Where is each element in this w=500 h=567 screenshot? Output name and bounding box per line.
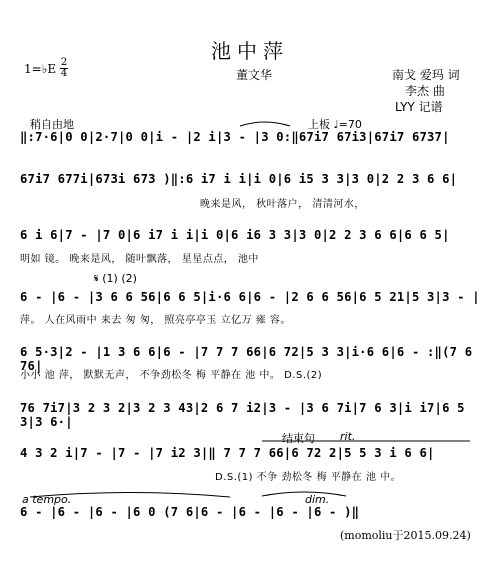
singer-name: 董文华: [236, 68, 273, 82]
lyric-row-5: 小小 池 萍， 默默无声， 不争劲松冬 梅 平静在 池 中。 D.S.(2): [20, 370, 323, 381]
rit-mark: rit.: [340, 430, 356, 443]
tempo-free-mark: 稍自由地: [30, 118, 74, 131]
score-row-2: 67i7 677i|673i 673 )‖:6 i7 i i|i 0|6 i5 3 3|3 0|2 2 3 6 6|: [20, 172, 458, 186]
time-signature: [60, 58, 68, 79]
score-row-5: 6 5·3|2 - |1 3 6 6|6 - |7 7 7 66|6 72|5 3 3|i·6 6|6 - :‖(7 6 76|: [20, 345, 473, 373]
lyric-row-3: 明如 镜。 晚来是风， 随叶飘落， 星星点点， 池中: [20, 254, 259, 265]
score-row-7: 4 3 2 i|7 - |7 - |7 i2 3|‖ 7 7 7 66|6 72 2|5 5 3 i 6 6|: [20, 446, 435, 460]
time-signature-top: 2: [60, 57, 68, 68]
fermata-tie: [240, 122, 290, 126]
notation-credit: LYY 记谱: [395, 100, 443, 114]
score-row-3: 6 i 6|7 - |7 0|6 i7 i i|i 0|6 i6 3 3|3 0|2 2 3 6 6|6 6 5|: [20, 228, 450, 242]
lyricist-credit: 南戈 爱玛 词: [392, 68, 460, 82]
composer-credit: 李杰 曲: [405, 84, 445, 98]
score-row-1: ‖:7·6|0 0|2·7|0 0|i - |2 i|3 - |3 0:‖67i7 67i3|67i7 6737|: [20, 130, 450, 144]
tempo-beat-mark: 上板 ♩=70: [308, 118, 362, 131]
segno-volta-mark: [94, 272, 137, 286]
lyric-row-4: 萍。 人在风雨中 来去 匆 匆， 照亮亭亭玉 立亿万 雍 容。: [20, 315, 291, 326]
score-row-6: 76 7i7|3 2 3 2|3 2 3 43|2 6 7 i2|3 - |3 6 7i|7 6 3|i i7|6 5 3|3 6·|: [20, 401, 465, 429]
key-signature: 1=♭E: [24, 62, 57, 76]
lyric-row-2: 晚来是风， 秋叶落户， 清清河水，: [200, 199, 365, 210]
score-row-4: 6 - |6 - |3 6 6 56|6 6 5|i·6 6|6 - |2 6 6 56|6 5 21|5 3|3 - |: [20, 290, 480, 304]
song-title: 池中萍: [211, 39, 289, 63]
dim-mark: dim.: [305, 493, 330, 506]
score-row-8: 6 - |6 - |6 - |6 0 (7 6|6 - |6 - |6 - |6 - )‖: [20, 505, 360, 519]
dim-hairpin: [262, 492, 346, 496]
segno-icon: 𝄋: [94, 272, 99, 285]
lyric-row-7: D.S.(1) 不争 劲松冬 梅 平静在 池 中。: [215, 472, 402, 483]
time-signature-bottom: 4: [60, 68, 68, 79]
transcriber-footer: (momoliu于2015.09.24): [340, 529, 471, 542]
ending-mark: 结束句: [282, 432, 315, 445]
volta-label: (1) (2): [102, 272, 137, 285]
a-tempo-mark: a tempo.: [22, 493, 72, 506]
